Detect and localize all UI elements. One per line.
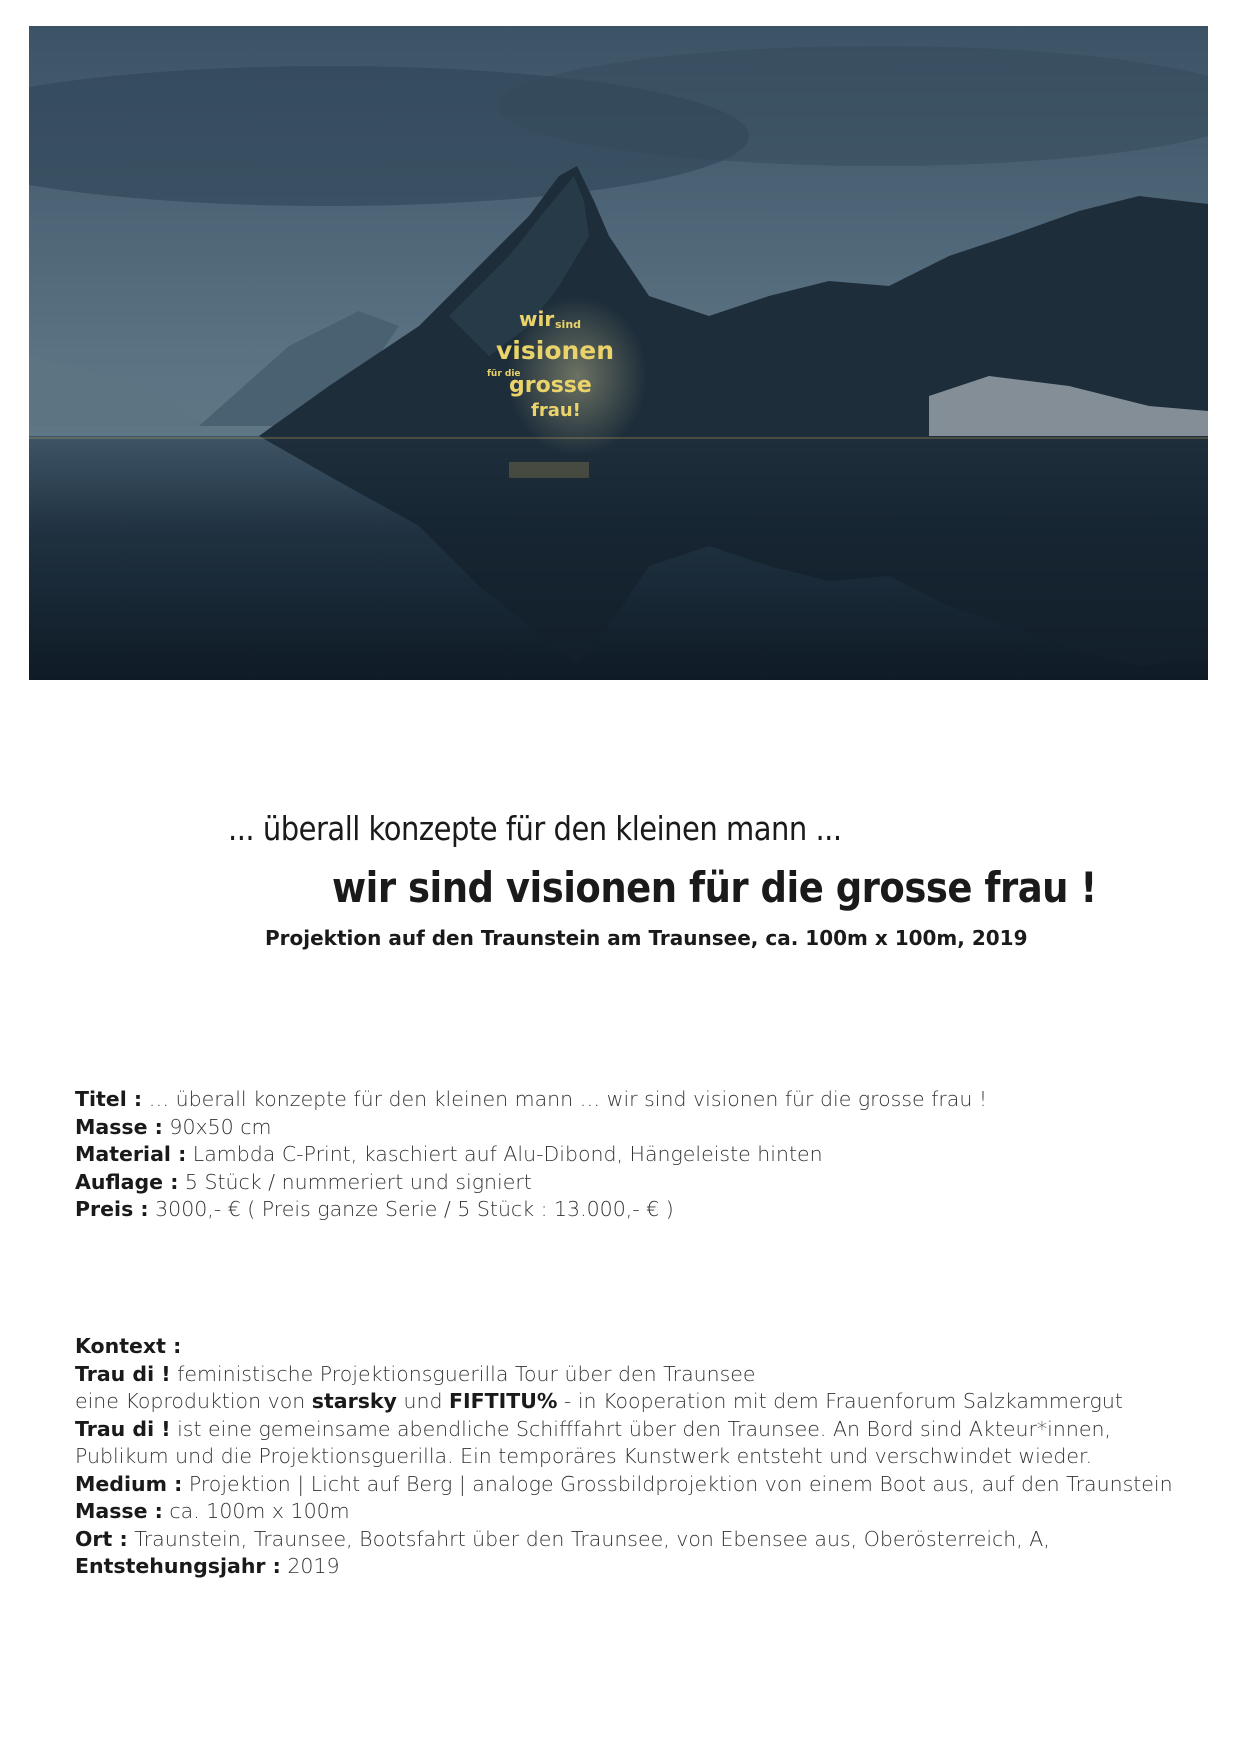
kontext-value: Traunstein, Traunsee, Bootsfahrt über den Traunsee, von Ebensee aus, Oberösterreich, A, (127, 1526, 1050, 1551)
kontext-value: ca. 100m x 100m (162, 1499, 350, 1523)
kontext-heading: Kontext : (75, 1334, 182, 1358)
kontext-medium (75, 1471, 1173, 1499)
kontext-label: Entstehungsjahr : (75, 1554, 281, 1578)
kontext-line-4: Publikum und die Projektionsguerilla. Ein temporäres Kunstwerk entsteht und verschwindet wieder. (75, 1444, 1093, 1468)
kontext-fiftitu: FIFTITU% (448, 1389, 558, 1413)
detail-auflage (75, 1169, 987, 1197)
detail-label: Material : (75, 1142, 187, 1166)
kontext-text: - in Kooperation mit dem Frauenforum Salzkammergut (557, 1389, 1123, 1413)
detail-titel (75, 1086, 987, 1114)
kontext-text: und (396, 1389, 449, 1413)
kontext-trau-di: Trau di ! (75, 1361, 171, 1386)
mountain-lake-image (29, 26, 1208, 680)
detail-label: Auflage : (75, 1169, 179, 1194)
headline-line-1: ... überall konzepte für den kleinen mann ... (228, 810, 842, 849)
detail-label: Masse : (75, 1114, 163, 1139)
kontext-label: Ort : (75, 1526, 128, 1551)
hero-photo (29, 26, 1208, 680)
kontext-trau-di: Trau di ! (75, 1416, 171, 1441)
detail-label: Titel : (75, 1087, 143, 1111)
kontext-value: Projektion | Licht auf Berg | analoge Grossbildprojektion von einem Boot aus, auf den Traunstein (182, 1471, 1173, 1496)
projection-word-sind: sind (555, 318, 582, 331)
kontext-line-3 (75, 1416, 1173, 1444)
detail-masse (75, 1114, 987, 1142)
kontext-label: Medium : (75, 1471, 183, 1496)
detail-material (75, 1141, 987, 1169)
detail-value: 3000,- € ( Preis ganze Serie / 5 Stück : 13.000,- € ) (148, 1197, 674, 1221)
kontext-ort (75, 1526, 1173, 1554)
detail-value: … überall konzepte für den kleinen mann … wir sind visionen für die grosse frau ! (142, 1087, 988, 1111)
detail-value: Lambda C-Print, kaschiert auf Alu-Dibond, Hängeleiste hinten (186, 1142, 823, 1166)
projection-word-visionen: visionen (496, 336, 615, 365)
detail-value: 90x50 cm (162, 1114, 272, 1139)
detail-preis (75, 1196, 987, 1224)
detail-label: Preis : (75, 1197, 149, 1221)
projection-word-grosse: grosse (509, 373, 592, 398)
kontext-label: Masse : (75, 1499, 163, 1523)
kontext-text: ist eine gemeinsame abendliche Schifffahrt über den Traunsee. An Bord sind Akteur*innen, (170, 1416, 1111, 1441)
kontext-text: feministische Projektionsguerilla Tour über den Traunsee (170, 1361, 756, 1386)
headline-line-2: wir sind visionen für die grosse frau ! (332, 864, 1097, 913)
projection-word-wir: wir (519, 307, 555, 331)
kontext-value: 2019 (280, 1554, 340, 1578)
kontext-section (75, 1333, 1173, 1581)
headline-subtitle: Projektion auf den Traunstein am Traunsee, ca. 100m x 100m, 2019 (265, 926, 1028, 950)
kontext-text: eine Koproduktion von (75, 1389, 312, 1413)
kontext-line-1 (75, 1361, 1173, 1389)
artwork-details (75, 1086, 987, 1224)
projection-word-fuer-die: für die (487, 369, 521, 379)
kontext-starsky: starsky (311, 1389, 397, 1413)
detail-value: 5 Stück / nummeriert und signiert (178, 1169, 532, 1194)
projection-word-frau: frau! (531, 400, 581, 421)
kontext-jahr (75, 1553, 1173, 1581)
kontext-masse (75, 1498, 1173, 1526)
kontext-line-2 (75, 1388, 1173, 1416)
